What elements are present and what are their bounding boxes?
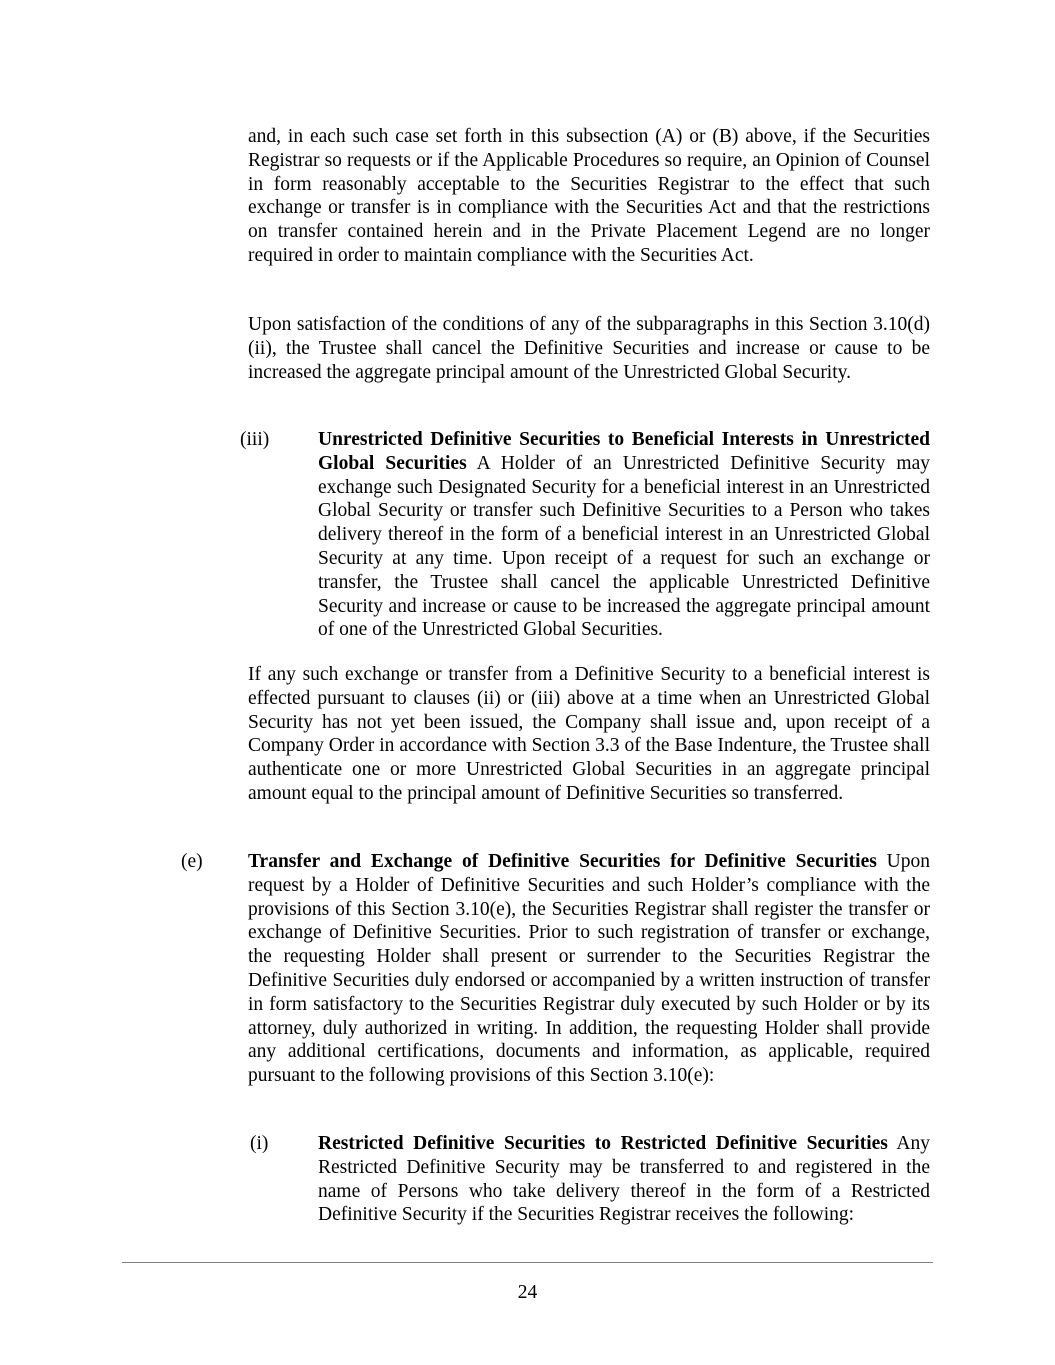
clause-e-number: (e) [181, 851, 203, 872]
clause-i-heading: Restricted Definitive Securities to Restricted Definitive Securities [318, 1133, 888, 1154]
clause-e-body [248, 850, 930, 1088]
clause-iii-number: (iii) [240, 429, 270, 450]
clause-e-text: Upon request by a Holder of Definitive Securities and such Holder’s compliance with the provisions of this Section 3.10(e), the Securities Registrar shall register the transfer or exchange of Definitive Securities. Prior to such registration of transfer or exchange, the requesting Holder shall present or surrender to the Securities Registrar the Definitive Securities duly endorsed or accompanied by a written instruction of transfer in form satisfactory to the Securities Registrar duly executed by such Holder or by its attorney, duly authorized in writing. In addition, the requesting Holder shall provide any additional certifications, documents and information, as applicable, required pursuant to the following provisions of this Section 3.10(e): [248, 851, 930, 1087]
clause-iii-text: A Holder of an Unrestricted Definitive Security may exchange such Designated Security for a beneficial interest in an Unrestricted Global Security or transfer such Definitive Securities to a Person who takes delivery thereof in the form of a beneficial interest in an Unrestricted Global Security at any time. Upon receipt of a request for such an exchange or transfer, the Trustee shall cancel the applicable Unrestricted Definitive Security and increase or cause to be increased the aggregate principal amount of one of the Unrestricted Global Securities. [318, 452, 930, 641]
clause-i-number: (i) [250, 1133, 269, 1154]
clause-e-heading: Transfer and Exchange of Definitive Securities for Definitive Securities [248, 851, 877, 872]
clause-iii-heading: Unrestricted Definitive Securities to Beneficial Interests in Unrestricted Global Securities [318, 429, 930, 474]
paragraph-if-any-such-exchange: If any such exchange or transfer from a Definitive Security to a beneficial interest is effected pursuant to clauses (ii) or (iii) above at a time when an Unrestricted Global Security has not yet been issued, the Company shall issue and, upon receipt of a Company Order in accordance with Section 3.3 of the Base Indenture, the Trustee shall authenticate one or more Unrestricted Global Securities in an aggregate principal amount equal to the principal amount of Definitive Securities so transferred. [248, 664, 930, 804]
footer-divider [122, 1262, 933, 1263]
paragraph-opinion-of-counsel: and, in each such case set forth in this subsection (A) or (B) above, if the Securities Registrar so requests or if the Applicable Procedures so require, an Opinion of Counsel in form reasonably acceptable to the Securities Registrar to the effect that such exchange or transfer is in compliance with the Securities Act and that the restrictions on transfer contained herein and in the Private Placement Legend are no longer required in order to maintain compliance with the Securities Act. [248, 126, 930, 266]
clause-iii-body [318, 428, 930, 642]
page-number: 24 [517, 1282, 538, 1303]
paragraph-upon-satisfaction: Upon satisfaction of the conditions of any of the subparagraphs in this Section 3.10(d)(ii), the Trustee shall cancel the Definitive Securities and increase or cause to be increased the aggregate principal amount of the Unrestricted Global Security. [248, 314, 930, 383]
clause-i-body [318, 1132, 930, 1227]
clause-i-text: Any Restricted Definitive Security may be transferred to and registered in the name of Persons who take delivery thereof in the form of a Restricted Definitive Security if the Securities Registrar receives the following: [318, 1133, 930, 1226]
